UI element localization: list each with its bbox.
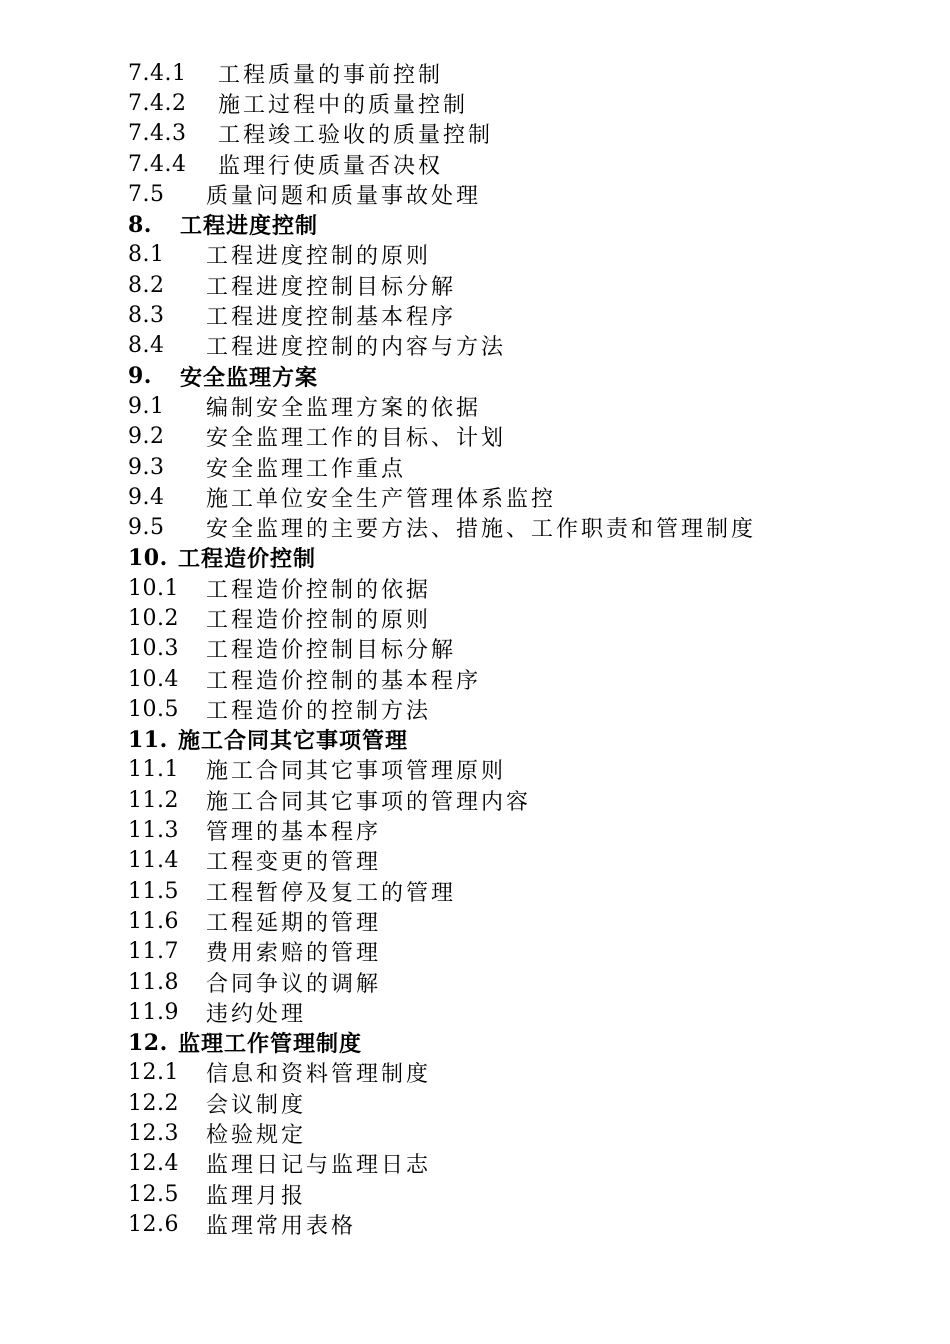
- toc-entry-title: 工程造价控制的原则: [206, 608, 432, 633]
- toc-entry-title: 施工合同其它事项的管理内容: [206, 789, 532, 815]
- toc-entry: [128, 664, 756, 694]
- toc-entry-number: 12.6: [128, 1211, 179, 1237]
- toc-entry-title: 安全监理工作的目标、计划: [206, 426, 507, 452]
- toc-entry-number: 7.4.4: [128, 151, 187, 177]
- toc-entry: [128, 755, 756, 785]
- toc-entry: [128, 694, 756, 724]
- toc-entry-title: 施工合同其它事项管理原则: [206, 759, 507, 785]
- toc-entry-title: 监理常用表格: [206, 1213, 357, 1239]
- toc-entry-title: 会议制度: [206, 1092, 307, 1118]
- toc-entry-title: 工程进度控制的内容与方法: [206, 335, 507, 361]
- toc-entry-title: 工程进度控制目标分解: [206, 274, 457, 300]
- toc-entry-number: 8.2: [128, 272, 165, 298]
- toc-entry-number: 7.4.2: [128, 90, 187, 116]
- toc-entry-title: 工程进度控制基本程序: [206, 305, 457, 331]
- toc-entry: [128, 937, 756, 967]
- toc-entry-number: 10.4: [128, 666, 179, 692]
- toc-entry: [128, 1209, 756, 1239]
- toc-entry-number: 10.2: [128, 605, 179, 631]
- toc-chapter-heading: [128, 361, 756, 391]
- toc-entry-number: 7.4.3: [128, 121, 187, 147]
- toc-entry: [128, 906, 756, 936]
- toc-entry-title: 工程造价控制的依据: [206, 577, 432, 603]
- toc-entry: [128, 967, 756, 997]
- toc-entry-title: 监理月报: [206, 1183, 307, 1209]
- toc-entry: [128, 1118, 756, 1148]
- toc-entry-number: 11.7: [128, 939, 179, 965]
- toc-entry: [128, 1088, 756, 1118]
- toc-entry-number: 11.8: [128, 969, 179, 995]
- toc-entry-title: 信息和资料管理制度: [206, 1062, 432, 1088]
- toc-entry-number: 11.3: [128, 818, 179, 844]
- toc-entry-number: 9.: [128, 363, 152, 390]
- toc-entry: [128, 512, 756, 542]
- toc-entry-number: 11.1: [128, 757, 179, 783]
- toc-entry-number: 8.4: [128, 333, 165, 359]
- toc-entry: [128, 179, 756, 209]
- toc-entry-title: 工程进度控制: [180, 213, 319, 240]
- toc-entry-number: 12.5: [128, 1181, 179, 1207]
- toc-entry-number: 9.2: [128, 424, 165, 450]
- toc-entry: [128, 1179, 756, 1209]
- toc-entry-title: 监理行使质量否决权: [218, 153, 444, 179]
- toc-chapter-heading: [128, 209, 756, 239]
- toc-entry-title: 安全监理方案: [180, 364, 319, 391]
- toc-entry-title: 管理的基本程序: [206, 820, 382, 846]
- toc-entry: [128, 270, 756, 300]
- toc-entry: [128, 997, 756, 1027]
- toc-entry: [128, 300, 756, 330]
- toc-entry-number: 11.2: [128, 787, 179, 813]
- toc-entry-title: 工程造价的控制方法: [206, 698, 432, 724]
- toc-entry-number: 12.2: [128, 1090, 179, 1116]
- toc-entry-title: 安全监理的主要方法、措施、工作职责和管理制度: [206, 517, 757, 543]
- toc-entry-number: 8.1: [128, 242, 165, 268]
- toc-entry-number: 8.3: [128, 303, 165, 329]
- toc-entry-number: 11.6: [128, 908, 179, 934]
- toc-entry: [128, 331, 756, 361]
- toc-entry-title: 监理工作管理制度: [178, 1031, 363, 1058]
- toc-entry-title: 监理日记与监理日志: [206, 1153, 432, 1179]
- toc-entry-number: 10.5: [128, 696, 179, 722]
- toc-entry-number: 7.5: [128, 181, 165, 207]
- toc-entry-number: 11.4: [128, 848, 179, 874]
- toc-entry-title: 工程竣工验收的质量控制: [218, 123, 494, 149]
- toc-entry-number: 10.3: [128, 636, 179, 662]
- toc-entry-number: 9.1: [128, 393, 165, 419]
- toc-entry-title: 工程延期的管理: [206, 910, 382, 936]
- toc-entry: [128, 482, 756, 512]
- toc-entry-number: 9.3: [128, 454, 165, 480]
- toc-entry: [128, 391, 756, 421]
- toc-entry: [128, 452, 756, 482]
- toc-entry-number: 8.: [128, 211, 152, 238]
- toc-entry-number: 12.1: [128, 1060, 179, 1086]
- toc-entry: [128, 846, 756, 876]
- toc-entry-title: 编制安全监理方案的依据: [206, 395, 482, 421]
- toc-entry-title: 费用索赔的管理: [206, 941, 382, 967]
- toc-entry-title: 工程造价控制目标分解: [206, 638, 457, 664]
- toc-entry-number: 11.5: [128, 878, 179, 904]
- toc-entry-title: 工程质量的事前控制: [218, 62, 444, 88]
- toc-entry: [128, 58, 756, 88]
- toc-entry-title: 工程造价控制: [178, 546, 317, 573]
- toc-chapter-heading: [128, 725, 756, 755]
- toc-entry-title: 检验规定: [206, 1123, 307, 1149]
- toc-entry-title: 合同争议的调解: [206, 971, 382, 997]
- toc-entry-title: 工程造价控制的基本程序: [206, 668, 482, 694]
- toc-entry-title: 施工合同其它事项管理: [178, 728, 409, 755]
- toc-entry-number: 11.: [128, 726, 168, 753]
- toc-entry-title: 安全监理工作重点: [206, 456, 407, 482]
- toc-entry: [128, 1058, 756, 1088]
- toc-entry-title: 工程变更的管理: [206, 850, 382, 876]
- toc-entry-number: 12.: [128, 1029, 168, 1056]
- toc-entry: [128, 1149, 756, 1179]
- toc-entry-number: 7.4.1: [128, 60, 187, 86]
- toc-entry-number: 9.5: [128, 515, 165, 541]
- toc-entry: [128, 815, 756, 845]
- toc-entry-title: 工程暂停及复工的管理: [206, 880, 457, 906]
- toc-entry-number: 11.9: [128, 999, 179, 1025]
- toc-entry: [128, 422, 756, 452]
- table-of-contents: [128, 58, 756, 1240]
- toc-entry-title: 工程进度控制的原则: [206, 244, 432, 270]
- toc-entry: [128, 119, 756, 149]
- toc-entry-title: 施工单位安全生产管理体系监控: [206, 486, 557, 512]
- toc-entry-title: 质量问题和质量事故处理: [206, 183, 482, 209]
- toc-entry: [128, 876, 756, 906]
- toc-entry: [128, 149, 756, 179]
- toc-entry: [128, 240, 756, 270]
- toc-entry: [128, 88, 756, 118]
- toc-entry: [128, 603, 756, 633]
- toc-entry: [128, 785, 756, 815]
- toc-entry-number: 12.4: [128, 1151, 179, 1177]
- toc-entry-number: 9.4: [128, 484, 165, 510]
- toc-entry-title: 违约处理: [206, 1001, 307, 1027]
- toc-entry-number: 10.: [128, 544, 168, 571]
- toc-chapter-heading: [128, 1028, 756, 1058]
- toc-entry: [128, 573, 756, 603]
- toc-chapter-heading: [128, 543, 756, 573]
- toc-entry-title: 施工过程中的质量控制: [218, 92, 469, 118]
- toc-entry-number: 12.3: [128, 1121, 179, 1147]
- toc-entry-number: 10.1: [128, 575, 179, 601]
- toc-entry: [128, 634, 756, 664]
